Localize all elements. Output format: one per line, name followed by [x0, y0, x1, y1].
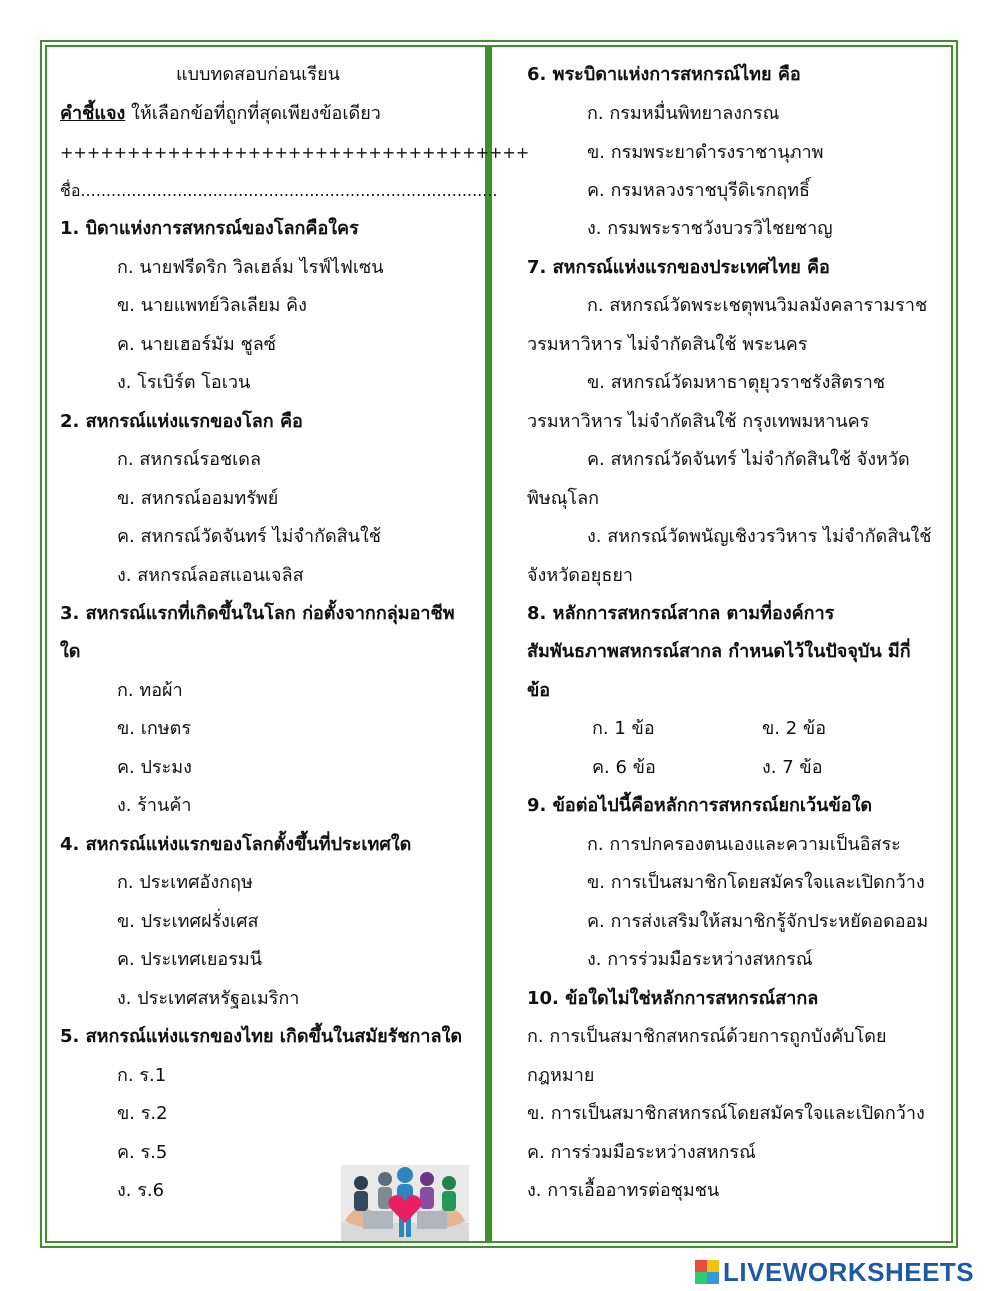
q1-option-c[interactable]: ค. นายเฮอร์มัม ชูลซ์	[117, 334, 276, 355]
q4-option-d[interactable]: ง. ประเทศสหรัฐอเมริกา	[117, 988, 300, 1009]
question-8-text-cont: สัมพันธภาพสหกรณ์สากล กำหนดไว้ในปัจจุบัน มีกี่	[527, 641, 911, 662]
question-7-text: 7. สหกรณ์แห่งแรกของประเทศไทย คือ	[527, 257, 830, 278]
q4-option-c[interactable]: ค. ประเทศเยอรมนี	[117, 949, 263, 970]
q10-option-a-line2[interactable]: กฎหมาย	[527, 1065, 595, 1086]
liveworksheets-logo[interactable]	[695, 1258, 974, 1286]
question-9-text: 9. ข้อต่อไปนี้คือหลักการสหกรณ์ยกเว้นข้อใด	[527, 795, 873, 816]
q8-option-d[interactable]: ง. 7 ข้อ	[762, 757, 823, 778]
name-field[interactable]: ชื่อ..................................................................................	[60, 181, 498, 200]
q3-option-a[interactable]: ก. ทอผ้า	[117, 680, 183, 701]
q6-option-b[interactable]: ข. กรมพระยาดำรงราชานุภาพ	[587, 142, 824, 163]
question-2-text: 2. สหกรณ์แห่งแรกของโลก คือ	[60, 411, 303, 432]
brand-name: LIVEWORKSHEETS	[723, 1257, 975, 1287]
q7-option-c-line2[interactable]: พิษณุโลก	[527, 488, 600, 509]
logo-squares-icon	[695, 1260, 719, 1284]
q5-option-b[interactable]: ข. ร.2	[117, 1103, 168, 1124]
q9-option-a[interactable]: ก. การปกครองตนเองและความเป็นอิสระ	[587, 834, 901, 855]
q10-option-d[interactable]: ง. การเอื้ออาทรต่อชุมชน	[527, 1180, 720, 1201]
question-8-text-cont-2: ข้อ	[527, 680, 551, 701]
q7-option-a-line1[interactable]: ก. สหกรณ์วัดพระเชตุพนวิมลมังคลารามราช	[587, 295, 928, 316]
q10-option-c[interactable]: ค. การร่วมมือระหว่างสหกรณ์	[527, 1142, 756, 1163]
q8-option-a[interactable]: ก. 1 ข้อ	[592, 718, 655, 739]
question-6-text: 6. พระบิดาแห่งการสหกรณ์ไทย คือ	[527, 64, 801, 85]
q6-option-c[interactable]: ค. กรมหลวงราชบุรีดิเรกฤทธิ์	[587, 180, 810, 201]
question-1-text: 1. บิดาแห่งการสหกรณ์ของโลกคือใคร	[60, 218, 359, 239]
instruction	[60, 102, 381, 126]
q5-option-c[interactable]: ค. ร.5	[117, 1142, 168, 1163]
q8-option-c[interactable]: ค. 6 ข้อ	[592, 757, 656, 778]
q4-option-a[interactable]: ก. ประเทศอังกฤษ	[117, 872, 253, 893]
q7-option-d-line1[interactable]: ง. สหกรณ์วัดพนัญเชิงวรวิหาร ไม่จำกัดสินใช้	[587, 526, 932, 547]
question-5-text: 5. สหกรณ์แห่งแรกของไทย เกิดขึ้นในสมัยรัชกาลใด	[60, 1026, 463, 1047]
page-title: แบบทดสอบก่อนเรียน	[176, 64, 340, 85]
q2-option-a[interactable]: ก. สหกรณ์รอชเดล	[117, 449, 262, 470]
q4-option-b[interactable]: ข. ประเทศฝรั่งเศส	[117, 911, 259, 932]
q1-option-b[interactable]: ข. นายแพทย์วิลเลียม คิง	[117, 295, 307, 316]
q6-option-a[interactable]: ก. กรมหมื่นพิทยาลงกรณ	[587, 103, 780, 124]
q5-option-a[interactable]: ก. ร.1	[117, 1065, 167, 1086]
separator-line: +++++++++++++++++++++++++++++++++++	[60, 143, 530, 162]
instruction-label: คำชี้แจง	[60, 103, 126, 124]
instruction-text: ให้เลือกข้อที่ถูกที่สุดเพียงข้อเดียว	[125, 103, 381, 124]
q2-option-c[interactable]: ค. สหกรณ์วัดจันทร์ ไม่จำกัดสินใช้	[117, 526, 381, 547]
q6-option-d[interactable]: ง. กรมพระราชวังบวรวิไชยชาญ	[587, 218, 833, 239]
q7-option-c-line1[interactable]: ค. สหกรณ์วัดจันทร์ ไม่จำกัดสินใช้ จังหวัด	[587, 449, 910, 470]
q10-option-b[interactable]: ข. การเป็นสมาชิกสหกรณ์โดยสมัครใจและเปิดกว้าง	[527, 1103, 925, 1124]
column-divider	[485, 45, 492, 1243]
question-10-text: 10. ข้อใดไม่ใช่หลักการสหกรณ์สากล	[527, 988, 819, 1009]
question-3-text: 3. สหกรณ์แรกที่เกิดขึ้นในโลก ก่อตั้งจากกลุ่มอาชีพ	[60, 603, 455, 624]
q2-option-d[interactable]: ง. สหกรณ์ลอสแอนเจลิส	[117, 565, 304, 586]
q5-option-d[interactable]: ง. ร.6	[117, 1180, 165, 1201]
q9-option-b[interactable]: ข. การเป็นสมาชิกโดยสมัครใจและเปิดกว้าง	[587, 872, 925, 893]
q2-option-b[interactable]: ข. สหกรณ์ออมทรัพย์	[117, 488, 279, 509]
q8-option-b[interactable]: ข. 2 ข้อ	[762, 718, 827, 739]
question-4-text: 4. สหกรณ์แห่งแรกของโลกตั้งขึ้นที่ประเทศใด	[60, 834, 412, 855]
q3-option-d[interactable]: ง. ร้านค้า	[117, 795, 192, 816]
q1-option-a[interactable]: ก. นายฟรีดริก วิลเฮล์ม ไรฟ์ไฟเซน	[117, 257, 384, 278]
q7-option-b-line2[interactable]: วรมหาวิหาร ไม่จำกัดสินใช้ กรุงเทพมหานคร	[527, 411, 870, 432]
q1-option-d[interactable]: ง. โรเบิร์ต โอเวน	[117, 372, 251, 393]
q3-option-b[interactable]: ข. เกษตร	[117, 718, 192, 739]
q3-option-c[interactable]: ค. ประมง	[117, 757, 192, 778]
cooperative-people-image	[341, 1165, 469, 1241]
question-8-text: 8. หลักการสหกรณ์สากล ตามที่องค์การ	[527, 603, 835, 624]
q9-option-d[interactable]: ง. การร่วมมือระหว่างสหกรณ์	[587, 949, 813, 970]
q7-option-b-line1[interactable]: ข. สหกรณ์วัดมหาธาตุยุวราชรังสิตราช	[587, 372, 886, 393]
q9-option-c[interactable]: ค. การส่งเสริมให้สมาชิกรู้จักประหยัดอดออม	[587, 911, 929, 932]
q10-option-a-line1[interactable]: ก. การเป็นสมาชิกสหกรณ์ด้วยการถูกบังคับโดย	[527, 1026, 887, 1047]
question-3-text-cont: ใด	[60, 641, 81, 662]
q7-option-d-line2[interactable]: จังหวัดอยุธยา	[527, 565, 633, 586]
q7-option-a-line2[interactable]: วรมหาวิหาร ไม่จำกัดสินใช้ พระนคร	[527, 334, 808, 355]
